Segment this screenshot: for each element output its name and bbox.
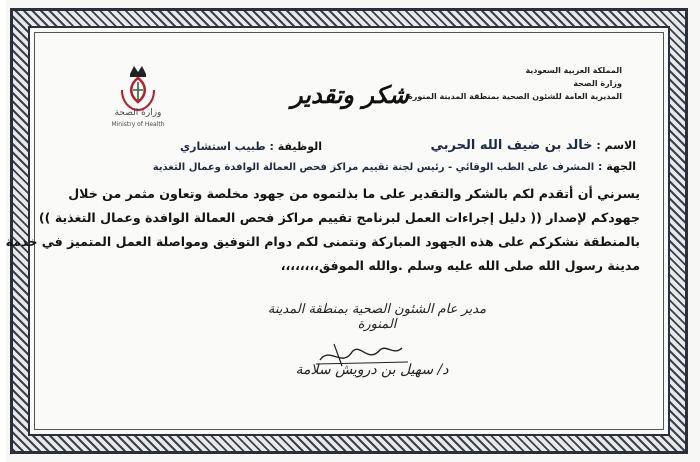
logo-name-en: Ministry of Health [111,121,165,128]
director-title: مدير عام الشئون الصحية بمنطقة المدينة المنورة [267,302,487,332]
org-field: الجهة : المشرف على الطب الوقائي - رئيس لجنة تقييم مراكز فحص العمالة الوافدة وعمال التغذية [152,160,636,173]
header-line-country: المملكة العربية السعودية [525,66,622,75]
body-line-4: مدينة رسول الله صلى الله عليه وسلم .والله الموفق،،،،،،،، [280,258,640,273]
name-field: الاسم : خالد بن ضيف الله الحربي [430,138,636,153]
body-line-1: يسرني أن أتقدم لكم بالشكر والتقدير على ما بذلتموه من جهود مخلصة وتعاون مثمر من خلال [68,186,640,201]
certificate-body [5,182,640,278]
org-label: الجهة [606,160,636,173]
certificate-title: شكر وتقدير [291,80,409,109]
body-line-3: بالمنطقة نشكركم على هذه الجهود المباركة ونتمنى لكم دوام التوفيق ومواصلة العمل المتميز في خدمة [5,234,640,249]
job-field: الوظيفة : طبيب استشاري [180,140,322,153]
header-line-directorate: المديرية العامة للشئون الصحية بمنطقة المدينة المنورة [408,92,622,101]
body-line-2: جهودكم لإصدار (( دليل إجراءات العمل لبرنامج تقييم مراكز فحص العمالة الوافدة وعمال التغذية )) [38,210,640,225]
job-value: طبيب استشاري [180,140,266,153]
logo-name-ar: وزارة الصحة [114,108,162,118]
ministry-header [408,64,622,103]
signer-name: د/ سهيل بن درويش سلامة [295,362,449,378]
org-value: المشرف على الطب الوقائي - رئيس لجنة تقييم مراكز فحص العمالة الوافدة وعمال التغذية [152,162,595,173]
name-value: خالد بن ضيف الله الحربي [430,138,593,153]
ministry-logo-icon [108,60,168,130]
job-label: الوظيفة [277,140,322,153]
header-line-ministry: وزارة الصحة [573,79,622,88]
name-label: الاسم [604,139,636,152]
